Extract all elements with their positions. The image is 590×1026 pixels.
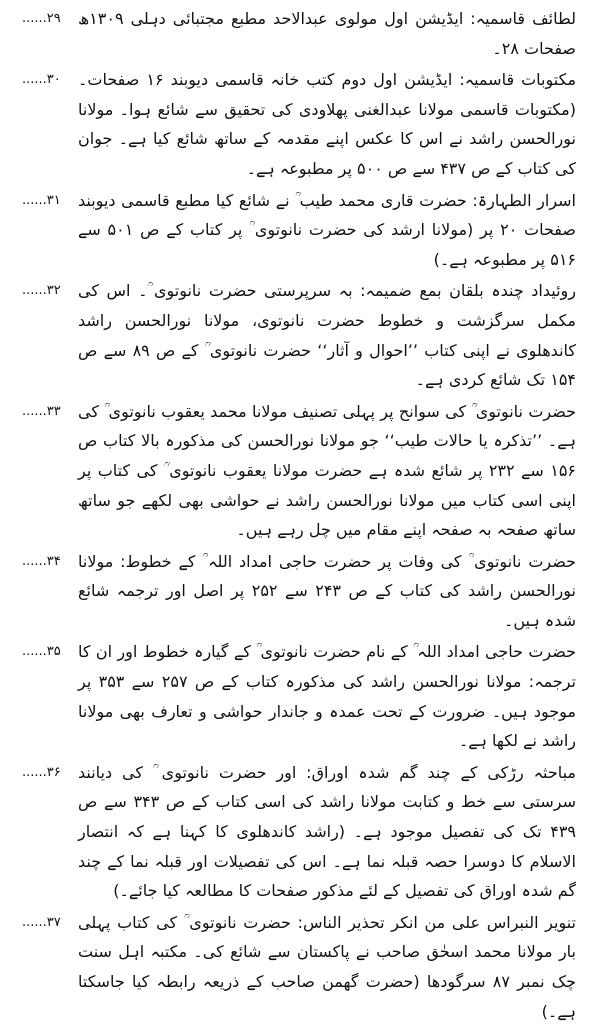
entry-text: لطائف قاسمیہ: ایڈیشن اول مولوی عبدالاحد مطبع مجتبائی دہلی ۱۳۰۹ھ صفحات ۲۸۔ (78, 9, 576, 58)
entry-text: حضرت حاجی امداد اللہ ؒ کے نام حضرت نانوتوی ؒ کے گیارہ خطوط اور ان کا ترجمہ: مولانا نورالحسن راشد کی مذکورہ کتاب کے ص ۲۵۷ سے ۳۵۳ پر موجود ہیں۔ ضرورت کے تحت عمدہ و جاندار حواشی و تعارف بھی مولانا راشد نے لکھا ہے۔ (78, 642, 576, 751)
list-item (22, 637, 576, 755)
entry-text: تنویر النبراس علی من انکر تحذیر الناس: حضرت نانوتوی ؒ کی کتاب پہلی بار مولانا محمد اسحٰق صاحب نے پاکستان سے شائع کی۔ مکتبہ اہل سنت چک نمبر ۸۷ سرگودھا (حضرت گھمن صاحب کے ذریعہ رابطہ کیا جاسکتا ہے۔) (78, 912, 576, 1021)
list-item (22, 4, 576, 63)
entry-number: ......۳۲ (22, 283, 61, 299)
entry-text: روئیداد چندہ بلقان بمع ضمیمہ: بہ سرپرستی حضرت نانوتوی ؒ۔ اس کی مکمل سرگزشت و خطوط حضرت نانوتوی، مولانا نورالحسن راشد کاندھلوی نے اپنی کتاب ’’احوال و آثار‘‘ حضرت نانوتوی ؒ کے ص ۸۹ سے ص ۱۵۴ تک شائع کردی ہے۔ (78, 281, 577, 390)
list-item (22, 397, 576, 545)
entry-number: ......۳۵ (22, 644, 61, 660)
entry-text: حضرت نانوتوی ؒ کی سوانح پر پہلی تصنیف مولانا محمد یعقوب نانوتوی ؒ کی ہے۔ ’’تذکرہ یا حالات طیب‘‘ جو مولانا نورالحسن کی مذکورہ بالا کتاب ص ۱۵۶ سے ۲۳۲ پر شائع شدہ ہے حضرت مولانا یعقوب نانوتوی ؒ کی کتاب پر اپنی اسی کتاب میں مولانا نورالحسن راشد نے حواشی بھی لکھے جو ساتھ ساتھ صفحہ بہ صفحہ اپنے مقام میں چل رہے ہیں۔ (78, 401, 577, 540)
list-item (22, 547, 576, 636)
entry-text: مباحثہ رڑکی کے چند گم شدہ اوراق: اور حضرت نانوتوی ؒ کی دیانند سرستی سے خط و کتابت مولانا راشد کی اسی کتاب کے ص ۳۴۳ سے ص ۴۳۹ تک کی تفصیل موجود ہے۔ (راشد کاندھلوی کا کہنا ہے کہ انتصار الاسلام کا دوسرا حصہ قبلہ نما ہے۔ اس کی تفصیلات اور قبلہ نما کے چند گم شدہ اوراق کی تفصیل کے لئے مذکور صفحات کا مطالعہ کیا جائے۔) (78, 762, 577, 901)
list-item (22, 186, 576, 275)
entry-number: ......۲۹ (22, 11, 61, 26)
entry-number: ......۳۴ (22, 553, 61, 569)
entry-number: ......۳۳ (22, 403, 61, 419)
list-item (22, 276, 576, 394)
entry-number: ......۳۰ (22, 72, 61, 88)
entry-text: مکتوبات قاسمیہ: ایڈیشن اول دوم کتب خانہ قاسمی دیوبند ۱۶ صفحات۔ (مکتوبات قاسمی مولانا عبدالغنی پھلاودی کی تحقیق سے شائع ہوا۔ مولانا نورالحسن راشد نے اس کا عکس اپنے مقدمہ کے ساتھ شائع کیا ہے۔ جوان کی کتاب کے ص ۴۳۷ سے ص ۵۰۰ پر مطبوعہ ہے۔ (78, 70, 577, 178)
list-item (22, 65, 576, 183)
entry-text: حضرت نانوتوی ؒ کی وفات پر حضرت حاجی امداد اللہ ؒ کے خطوط: مولانا نورالحسن راشد کی کتاب کے ص ۲۴۳ سے ۲۵۲ پر اصل اور ترجمہ شائع شدہ ہیں۔ (78, 551, 577, 630)
entry-number: ......۳۱ (22, 192, 61, 208)
list-item (22, 908, 576, 1026)
entry-number: ......۳۶ (22, 764, 61, 780)
list-item (22, 758, 576, 906)
entry-text: اسرار الطہارۃ: حضرت قاری محمد طیب ؒ نے شائع کیا مطبع قاسمی دیوبند صفحات ۲۰ پر (مولانا ارشد کی حضرت نانوتوی ؒ پر کتاب کے ص ۵۰۱ سے ۵۱۶ پر مطبوعہ ہے۔) (78, 190, 576, 269)
entry-number: ......۳۷ (22, 914, 61, 930)
